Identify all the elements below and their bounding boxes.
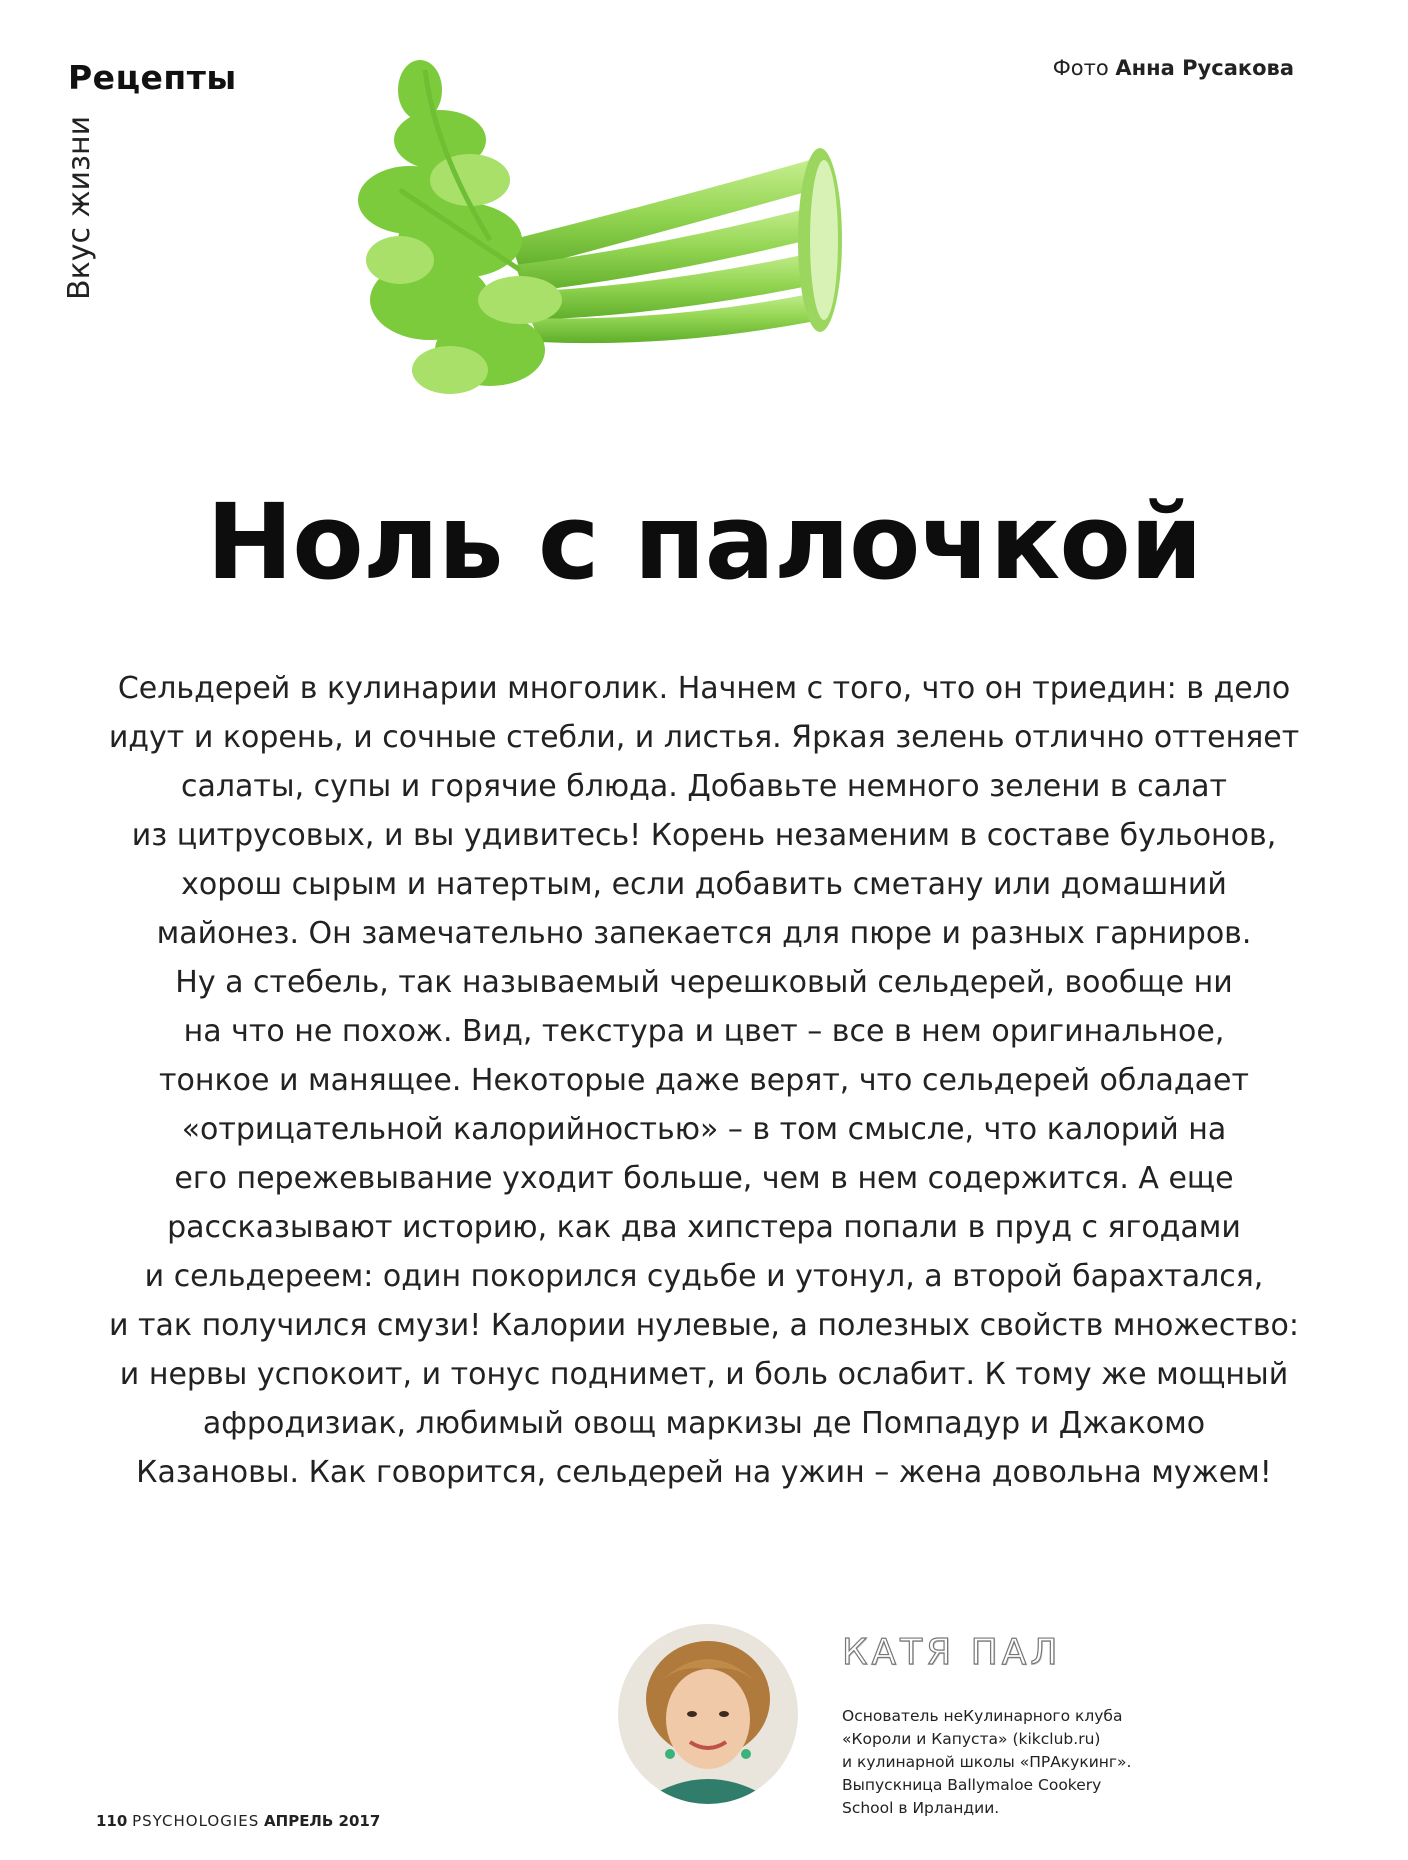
body-line: майонез. Он замечательно запекается для пюре и разных гарниров.	[156, 916, 1252, 951]
body-line: афродизиак, любимый овощ маркизы де Помпадур и Джакомо	[202, 1406, 1206, 1441]
body-line: идут и корень, и сочные стебли, и листья. Яркая зелень отлично оттеняет	[108, 720, 1300, 755]
body-line: хорош сырым и натертым, если добавить сметану или домашний	[181, 867, 1227, 902]
body-line: его пережевывание уходит больше, чем в нем содержится. А еще	[174, 1161, 1234, 1196]
body-line: Ну а стебель, так называемый черешковый сельдерей, вообще ни	[175, 965, 1233, 1000]
body-line: и так получился смузи! Калории нулевые, а полезных свойств множество:	[109, 1308, 1299, 1343]
author-portrait	[618, 1624, 798, 1804]
author-bio-line: Основатель неКулинарного клуба	[842, 1707, 1123, 1725]
page-number: 110	[96, 1812, 128, 1830]
body-line: Сельдерей в кулинарии многолик. Начнем с того, что он триедин: в дело	[117, 671, 1291, 706]
author-bio-line: и кулинарной школы «ПРАкукинг».	[842, 1753, 1132, 1771]
section-title: Рецепты	[68, 58, 237, 97]
issue-date: АПРЕЛЬ 2017	[264, 1812, 381, 1830]
body-line: и сельдереем: один покорился судьбе и утонул, а второй барахтался,	[144, 1259, 1264, 1294]
photo-credit	[1053, 56, 1294, 80]
page-footer	[96, 1812, 380, 1830]
article-headline: Ноль с палочкой	[206, 481, 1202, 603]
body-line: «отрицательной калорийностью» – в том смысле, что калорий на	[181, 1112, 1227, 1147]
author-name: КАТЯ ПАЛ	[842, 1632, 1062, 1673]
rubric-vertical: Вкус жизни	[62, 115, 97, 300]
article-body	[62, 664, 1346, 1497]
photo-credit-prefix: Фото	[1052, 56, 1109, 80]
body-line: и нервы успокоит, и тонус поднимет, и боль ослабит. К тому же мощный	[119, 1357, 1289, 1392]
author-bio-line: School в Ирландии.	[842, 1799, 1000, 1817]
author-bio	[842, 1705, 1131, 1820]
body-line: тонкое и манящее. Некоторые даже верят, что сельдерей обладает	[159, 1063, 1249, 1098]
magazine-name: PSYCHOLOGIES	[132, 1812, 260, 1830]
body-line: из цитрусовых, и вы удивитесь! Корень незаменим в составе бульонов,	[131, 818, 1277, 853]
celery-photo	[340, 30, 1020, 450]
body-line: рассказывают историю, как два хипстера попали в пруд с ягодами	[167, 1210, 1241, 1245]
body-line: Казановы. Как говорится, сельдерей на ужин – жена довольна мужем!	[136, 1455, 1272, 1490]
body-line: салаты, супы и горячие блюда. Добавьте немного зелени в салат	[181, 769, 1227, 804]
author-bio-line: Выпускница Ballymaloe Cookery	[842, 1776, 1102, 1794]
author-bio-line: «Короли и Капуста» (kikclub.ru)	[842, 1730, 1101, 1748]
body-line: на что не похож. Вид, текстура и цвет – все в нем оригинальное,	[183, 1014, 1225, 1049]
photo-credit-name: Анна Русакова	[1115, 56, 1294, 80]
